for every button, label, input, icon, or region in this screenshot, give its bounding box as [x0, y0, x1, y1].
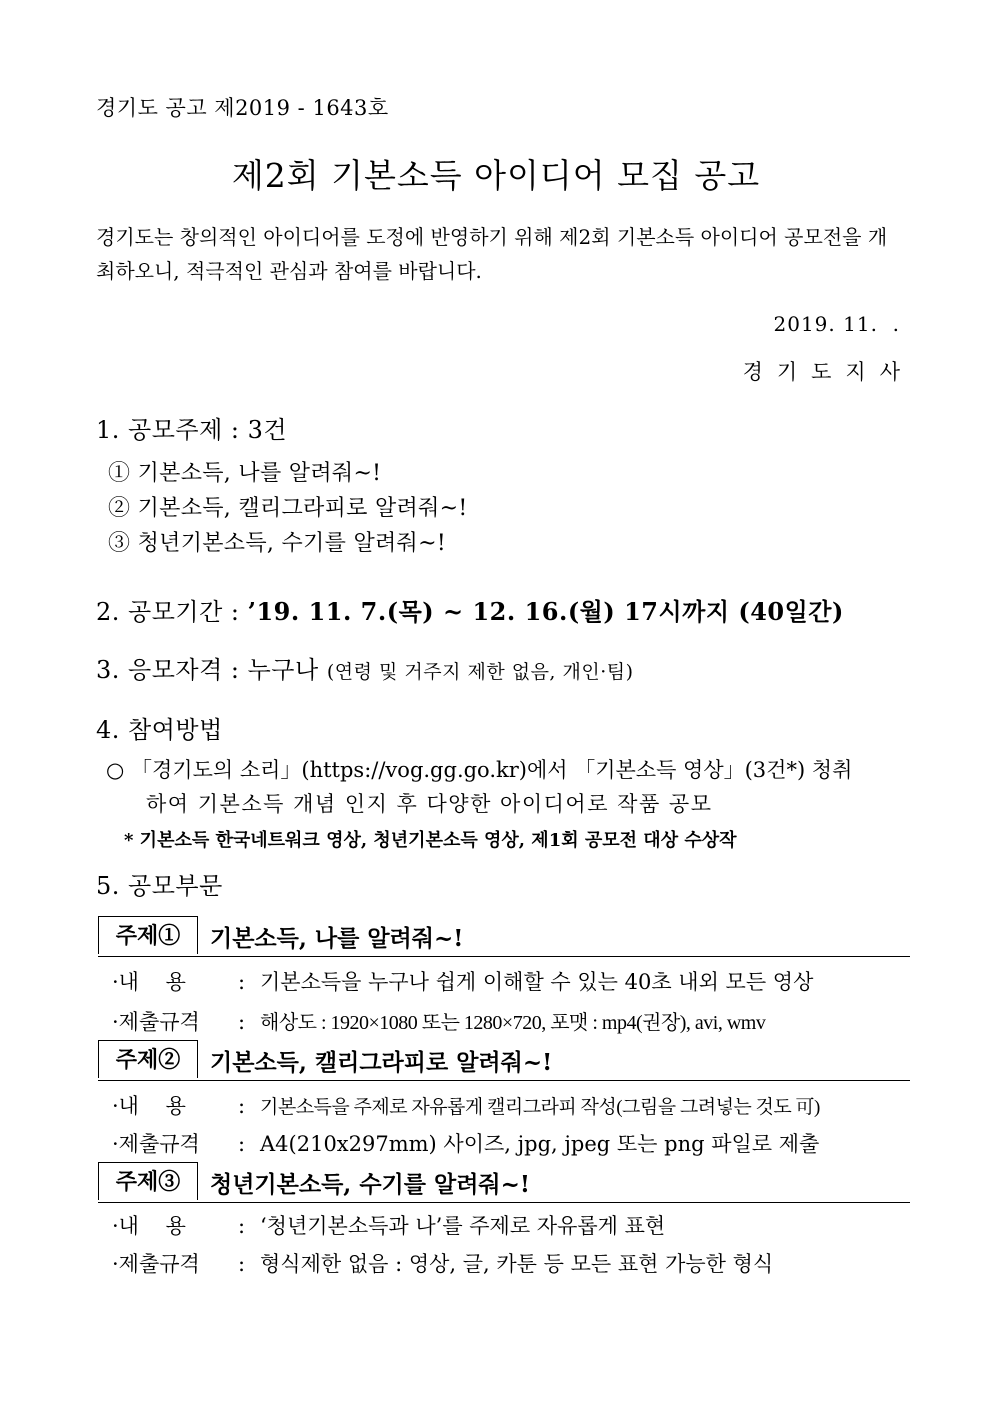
row-label: ·내 용 — [112, 1214, 186, 1238]
topic-title: 기본소득, 나를 알려줘~! — [210, 925, 464, 952]
topic-list-item: ③ 청년기본소득, 수기를 알려줘~! — [108, 531, 446, 556]
page-title: 제2회 기본소득 아이디어 모집 공고 — [231, 156, 761, 195]
row-label: ·제출규격 — [112, 1010, 200, 1034]
intro-paragraph: 경기도는 창의적인 아이디어를 도정에 반영하기 위해 제2회 기본소득 아이디어 공모전을 개최하오니, 적극적인 관심과 참여를 바랍니다. — [96, 225, 888, 283]
participation-method-line2: 하여 기본소득 개념 인지 후 다양한 아이디어로 작품 공모 — [146, 792, 713, 816]
row-label: ·내 용 — [112, 970, 186, 994]
topic-3-header — [98, 1162, 910, 1203]
section-1-heading: 1. 공모주제 : 3건 — [96, 416, 288, 444]
section-2 — [96, 592, 844, 627]
row-label: ·내 용 — [112, 1094, 186, 1118]
section-5-heading: 5. 공모부문 — [96, 872, 223, 900]
section-3 — [96, 650, 634, 685]
row-value: 기본소득을 주제로 자유롭게 캘리그라피 작성(그림을 그려넣는 것도 可) — [260, 1097, 820, 1118]
topic-tag: 주제③ — [98, 1162, 198, 1200]
participation-method-line1: ○ 「경기도의 소리」(https://vog.gg.go.kr)에서 「기본소득 영상」(3건*) 청취 — [106, 758, 853, 782]
contest-period: ’19. 11. 7.(목) ~ 12. 16.(월) 17시까지 (40일간) — [247, 597, 844, 626]
row-value: 기본소득을 누구나 쉽게 이해할 수 있는 40초 내외 모든 영상 — [260, 970, 814, 994]
topic-3-spec-row: ·제출규격 : 형식제한 없음 : 영상, 글, 카툰 등 모든 표현 가능한 형식 — [112, 1248, 773, 1278]
issuer: 경기도지사 — [742, 360, 914, 384]
row-label: ·제출규격 — [112, 1252, 200, 1276]
topic-2-content-row: ·내 용 : 기본소득을 주제로 자유롭게 캘리그라피 작성(그림을 그려넣는 것도 可) — [112, 1090, 820, 1120]
eligibility-detail: (연령 및 거주지 제한 없음, 개인·팀) — [326, 661, 634, 683]
topic-list-item: ② 기본소득, 캘리그라피로 알려줘~! — [108, 496, 468, 521]
topic-title: 청년기본소득, 수기를 알려줘~! — [210, 1171, 531, 1198]
topic-title: 기본소득, 캘리그라피로 알려줘~! — [210, 1049, 553, 1076]
row-value: A4(210x297mm) 사이즈, jpg, jpeg 또는 png 파일로 제출 — [260, 1132, 820, 1156]
notice-date: 2019. 11. . — [773, 312, 900, 336]
topic-1-content-row: ·내 용 : 기본소득을 누구나 쉽게 이해할 수 있는 40초 내외 모든 영상 — [112, 966, 813, 996]
section-2-label: 2. 공모기간 : — [96, 598, 248, 626]
topic-tag: 주제① — [98, 916, 198, 954]
section-3-label: 3. 응모자격 : 누구나 — [96, 656, 319, 684]
topic-1-header — [98, 916, 910, 957]
row-value: 형식제한 없음 : 영상, 글, 카툰 등 모든 표현 가능한 형식 — [260, 1252, 774, 1276]
topic-3-content-row: ·내 용 : ‘청년기본소득과 나’를 주제로 자유롭게 표현 — [112, 1210, 665, 1240]
topic-list-item: ① 기본소득, 나를 알려줘~! — [108, 461, 382, 486]
row-value: ‘청년기본소득과 나’를 주제로 자유롭게 표현 — [260, 1214, 666, 1238]
topic-2-spec-row: ·제출규격 : A4(210x297mm) 사이즈, jpg, jpeg 또는 png 파일로 제출 — [112, 1128, 819, 1158]
topic-tag: 주제② — [98, 1040, 198, 1078]
notice-number: 경기도 공고 제2019 - 1643호 — [96, 96, 389, 120]
topic-2-header — [98, 1040, 910, 1081]
footnote: * 기본소득 한국네트워크 영상, 청년기본소득 영상, 제1회 공모전 대상 수상작 — [124, 830, 737, 851]
section-4-heading: 4. 참여방법 — [96, 716, 223, 744]
topic-1-spec-row: ·제출규격 : 해상도 : 1920×1080 또는 1280×720, 포맷 : mp4(권장), avi, wmv — [112, 1006, 765, 1036]
row-label: ·제출규격 — [112, 1132, 200, 1156]
row-value: 해상도 : 1920×1080 또는 1280×720, 포맷 : mp4(권장), avi, wmv — [260, 1012, 766, 1034]
